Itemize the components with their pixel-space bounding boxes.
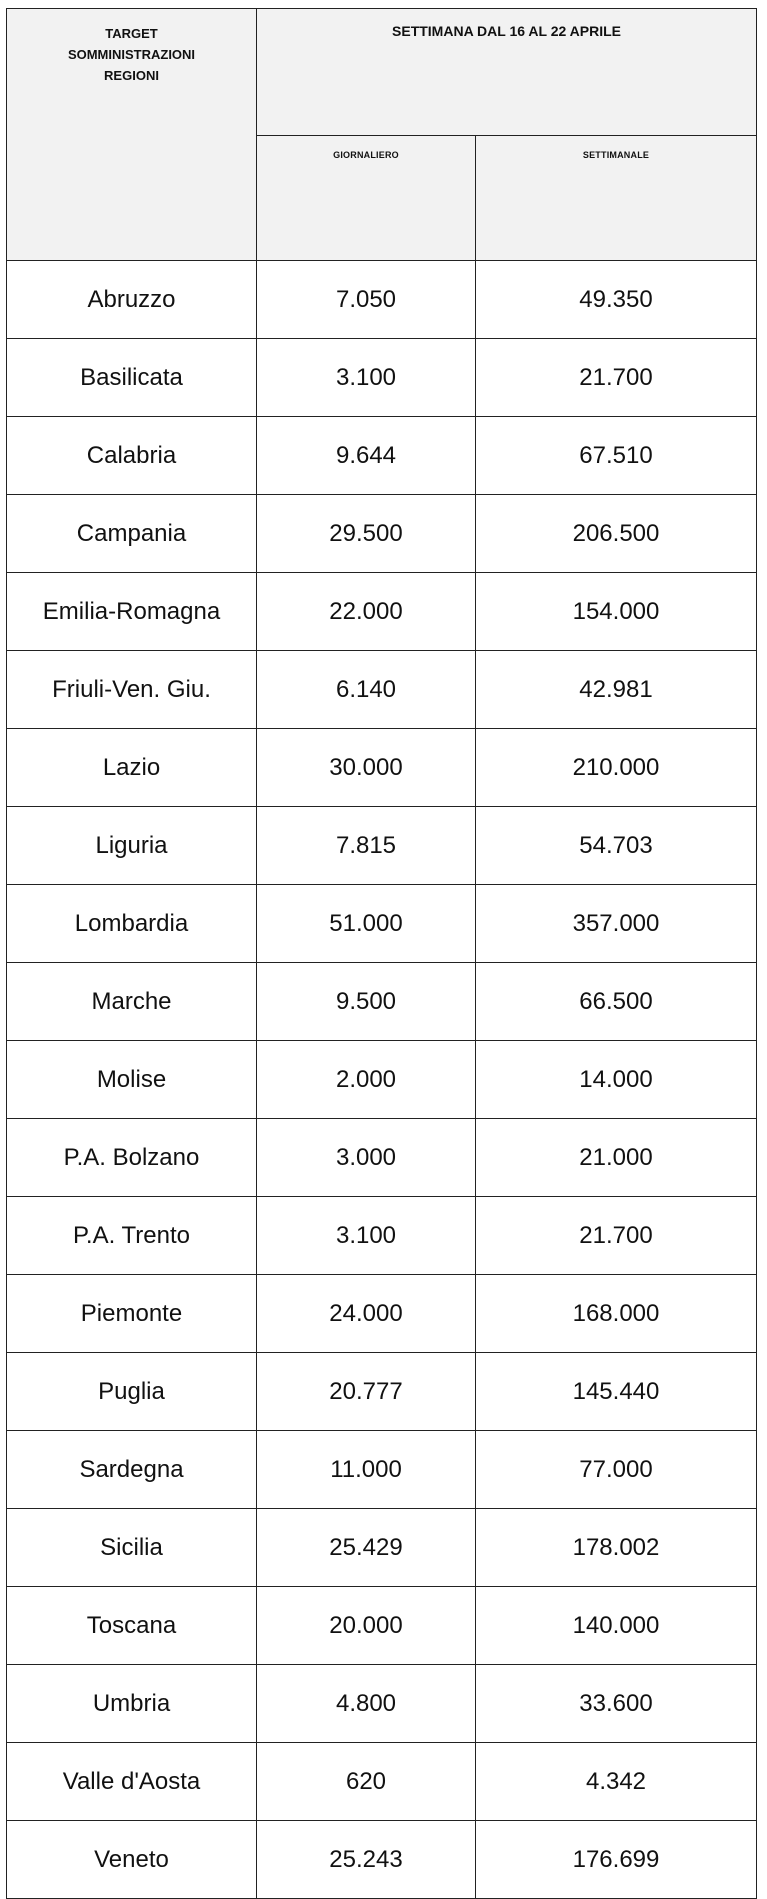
weekly-value-cell: 357.000: [476, 885, 757, 963]
weekly-value-cell: 4.342: [476, 1743, 757, 1821]
daily-value-cell: 9.644: [257, 417, 476, 495]
region-cell: Calabria: [7, 417, 257, 495]
daily-column-header: GIORNALIERO: [257, 136, 476, 261]
table-row: [7, 1041, 757, 1119]
table-row: [7, 1353, 757, 1431]
daily-value-cell: 3.100: [257, 339, 476, 417]
table-row: [7, 963, 757, 1041]
region-cell: Sardegna: [7, 1431, 257, 1509]
region-cell: Valle d'Aosta: [7, 1743, 257, 1821]
week-header: SETTIMANA DAL 16 AL 22 APRILE: [257, 9, 757, 136]
weekly-value-cell: 49.350: [476, 261, 757, 339]
target-label-line: SOMMINISTRAZIONI: [67, 47, 196, 62]
daily-value-cell: 7.815: [257, 807, 476, 885]
region-cell: Marche: [7, 963, 257, 1041]
weekly-column-header: SETTIMANALE: [476, 136, 757, 261]
daily-value-cell: 20.777: [257, 1353, 476, 1431]
region-cell: Toscana: [7, 1587, 257, 1665]
table-row: [7, 1665, 757, 1743]
table-row: [7, 1509, 757, 1587]
daily-value-cell: 20.000: [257, 1587, 476, 1665]
table-row: [7, 885, 757, 963]
table-row: [7, 807, 757, 885]
table-row: [7, 495, 757, 573]
daily-value-cell: 30.000: [257, 729, 476, 807]
weekly-value-cell: 145.440: [476, 1353, 757, 1431]
table-row: [7, 1197, 757, 1275]
daily-value-cell: 24.000: [257, 1275, 476, 1353]
daily-value-cell: 9.500: [257, 963, 476, 1041]
header-row-top: [7, 9, 757, 136]
region-cell: Friuli-Ven. Giu.: [7, 651, 257, 729]
table-row: [7, 1743, 757, 1821]
weekly-value-cell: 21.700: [476, 339, 757, 417]
target-label-line: TARGET: [105, 26, 158, 41]
weekly-value-cell: 33.600: [476, 1665, 757, 1743]
table-row: [7, 1431, 757, 1509]
table-row: [7, 1821, 757, 1899]
daily-value-cell: 22.000: [257, 573, 476, 651]
weekly-value-cell: 77.000: [476, 1431, 757, 1509]
weekly-value-cell: 178.002: [476, 1509, 757, 1587]
daily-value-cell: 11.000: [257, 1431, 476, 1509]
weekly-value-cell: 140.000: [476, 1587, 757, 1665]
daily-value-cell: 3.000: [257, 1119, 476, 1197]
region-cell: Umbria: [7, 1665, 257, 1743]
table-row: [7, 339, 757, 417]
table-row: [7, 417, 757, 495]
weekly-value-cell: 14.000: [476, 1041, 757, 1119]
region-cell: Molise: [7, 1041, 257, 1119]
daily-value-cell: 51.000: [257, 885, 476, 963]
region-cell: Piemonte: [7, 1275, 257, 1353]
region-cell: Lazio: [7, 729, 257, 807]
weekly-value-cell: 42.981: [476, 651, 757, 729]
table-row: [7, 573, 757, 651]
target-regions-header: [7, 9, 257, 261]
table-row: [7, 651, 757, 729]
table-body: [7, 261, 757, 1899]
region-cell: Basilicata: [7, 339, 257, 417]
table-header: [7, 9, 757, 261]
daily-value-cell: 7.050: [257, 261, 476, 339]
daily-value-cell: 3.100: [257, 1197, 476, 1275]
weekly-value-cell: 21.000: [476, 1119, 757, 1197]
table-row: [7, 1275, 757, 1353]
target-label-line: REGIONI: [104, 68, 159, 83]
weekly-value-cell: 66.500: [476, 963, 757, 1041]
daily-value-cell: 6.140: [257, 651, 476, 729]
table-row: [7, 1119, 757, 1197]
daily-value-cell: 620: [257, 1743, 476, 1821]
region-cell: Emilia-Romagna: [7, 573, 257, 651]
region-cell: Sicilia: [7, 1509, 257, 1587]
vaccination-target-table-container: [6, 8, 756, 1899]
region-cell: Puglia: [7, 1353, 257, 1431]
region-cell: Abruzzo: [7, 261, 257, 339]
weekly-value-cell: 176.699: [476, 1821, 757, 1899]
table-row: [7, 1587, 757, 1665]
weekly-value-cell: 67.510: [476, 417, 757, 495]
table-row: [7, 729, 757, 807]
daily-value-cell: 25.243: [257, 1821, 476, 1899]
weekly-value-cell: 154.000: [476, 573, 757, 651]
daily-value-cell: 25.429: [257, 1509, 476, 1587]
table-row: [7, 261, 757, 339]
daily-value-cell: 29.500: [257, 495, 476, 573]
weekly-value-cell: 168.000: [476, 1275, 757, 1353]
region-cell: Lombardia: [7, 885, 257, 963]
weekly-value-cell: 206.500: [476, 495, 757, 573]
region-cell: P.A. Bolzano: [7, 1119, 257, 1197]
region-cell: Veneto: [7, 1821, 257, 1899]
weekly-value-cell: 210.000: [476, 729, 757, 807]
region-cell: P.A. Trento: [7, 1197, 257, 1275]
daily-value-cell: 2.000: [257, 1041, 476, 1119]
daily-value-cell: 4.800: [257, 1665, 476, 1743]
region-cell: Liguria: [7, 807, 257, 885]
weekly-value-cell: 54.703: [476, 807, 757, 885]
region-cell: Campania: [7, 495, 257, 573]
vaccination-target-table: [6, 8, 757, 1899]
weekly-value-cell: 21.700: [476, 1197, 757, 1275]
